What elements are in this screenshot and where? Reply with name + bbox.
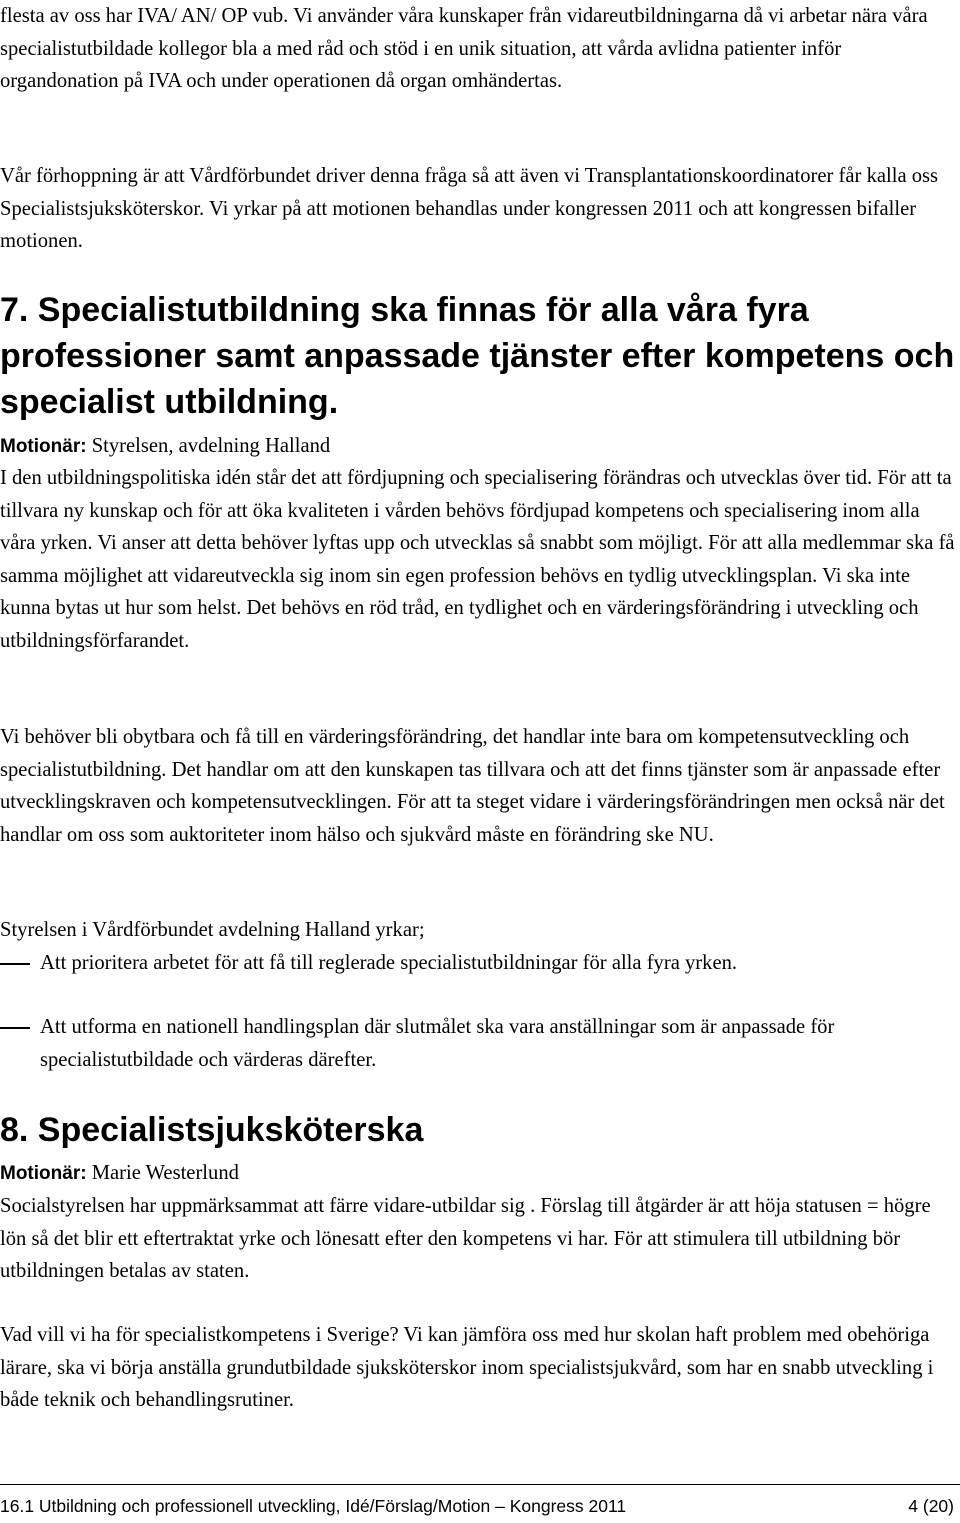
demand-text: Att prioritera arbetet för att få till reglerade specialistutbildningar för alla fyra yrken. [40,952,738,974]
dash-bullet-icon [0,1027,30,1029]
section-8-paragraph-1: Socialstyrelsen har uppmärksammat att färre vidare-utbildar sig . Förslag till åtgärder är att höja statusen = högre lön så det blir ett eftertraktat yrke och lönesatt efter den kompetens vi har. För att stimulera till utbildning bör utbildningen betalas av staten. [0,1195,931,1282]
section-8-heading: 8. Specialistsjuksköterska [0,1111,424,1149]
motionar-label: Motionär: [0,436,87,457]
section-7-motionar [0,430,956,464]
section-7-demand-intro: Styrelsen i Vårdförbundet avdelning Halland yrkar; [0,919,425,941]
motionar-value: Marie Westerlund [86,1162,239,1184]
demand-text: Att utforma en nationell handlingsplan där slutmålet ska vara anställningar som är anpassade för specialistutbildade och värderas därefter. [40,1016,835,1071]
footer-divider [0,1484,960,1485]
section-8-motionar [0,1157,956,1191]
demand-item-1 [0,947,956,980]
section-7-heading: 7. Specialistutbildning ska finnas för alla våra fyra professioner samt anpassade tjänster efter kompetens och specialist utbildning. [0,291,955,421]
section-8-paragraph-2: Vad vill vi ha för specialistkompetens i Sverige? Vi kan jämföra oss med hur skolan haft problem med obehöriga lärare, ska vi börja anställa grundutbildade sjuksköterskor inom specialistsjukvård, som har en snabb utveckling i både teknik och behandlingsrutiner. [0,1324,934,1411]
motionar-value: Styrelsen, avdelning Halland [86,435,331,457]
hope-paragraph: Vår förhoppning är att Vårdförbundet driver denna fråga så att även vi Transplantationskoordinatorer får kalla oss Specialistsjuksköterskor. Vi yrkar på att motionen behandlas under kongressen 2011 och att kongressen bifaller motionen. [0,165,939,252]
section-7-paragraph-2: Vi behöver bli obytbara och få till en värderingsförändring, det handlar inte bara om kompetensutveckling och specialistutbildning. Det handlar om att den kunskapen tas tillvara och att det finns tjänster som är anpassade efter utvecklingskraven och kompetensutvecklingen. För att ta steget vidare i värderingsförändringen men också när det handlar om oss som auktoriteter inom hälso och sjukvård måste en förändring ske NU. [0,726,945,846]
page-number: 4 (20) [908,1496,954,1516]
intro-paragraph: flesta av oss har IVA/ AN/ OP vub. Vi använder våra kunskaper från vidareutbildningarna då vi arbetar nära våra specialistutbildade kollegor bla a med råd och stöd i en unik situation, att vårda avlidna patienter inför organdonation på IVA och under operationen då organ omhändertas. [0,5,928,92]
section-7-paragraph-1: I den utbildningspolitiska idén står det att fördjupning och specialisering förändras och utvecklas över tid. För att ta tillvara ny kunskap och för att öka kvaliteten i vården behövs fördjupad kompetens och specialisering inom alla våra yrken. Vi anser att detta behöver lyftas upp och utvecklas så snabbt som möjligt. För att alla medlemmar ska få samma möjlighet att vidareutveckla sig inom sin egen profession behövs en tydlig utvecklingsplan. Vi ska inte kunna bytas ut hur som helst. Det behövs en röd tråd, en tydlighet och en värderingsförändring i utveckling och utbildningsförfarandet. [0,467,955,652]
demand-item-2 [0,1011,956,1076]
motionar-label: Motionär: [0,1163,87,1184]
footer-title: 16.1 Utbildning och professionell utveckling, Idé/Förslag/Motion – Kongress 2011 [0,1496,627,1516]
dash-bullet-icon [0,963,30,965]
